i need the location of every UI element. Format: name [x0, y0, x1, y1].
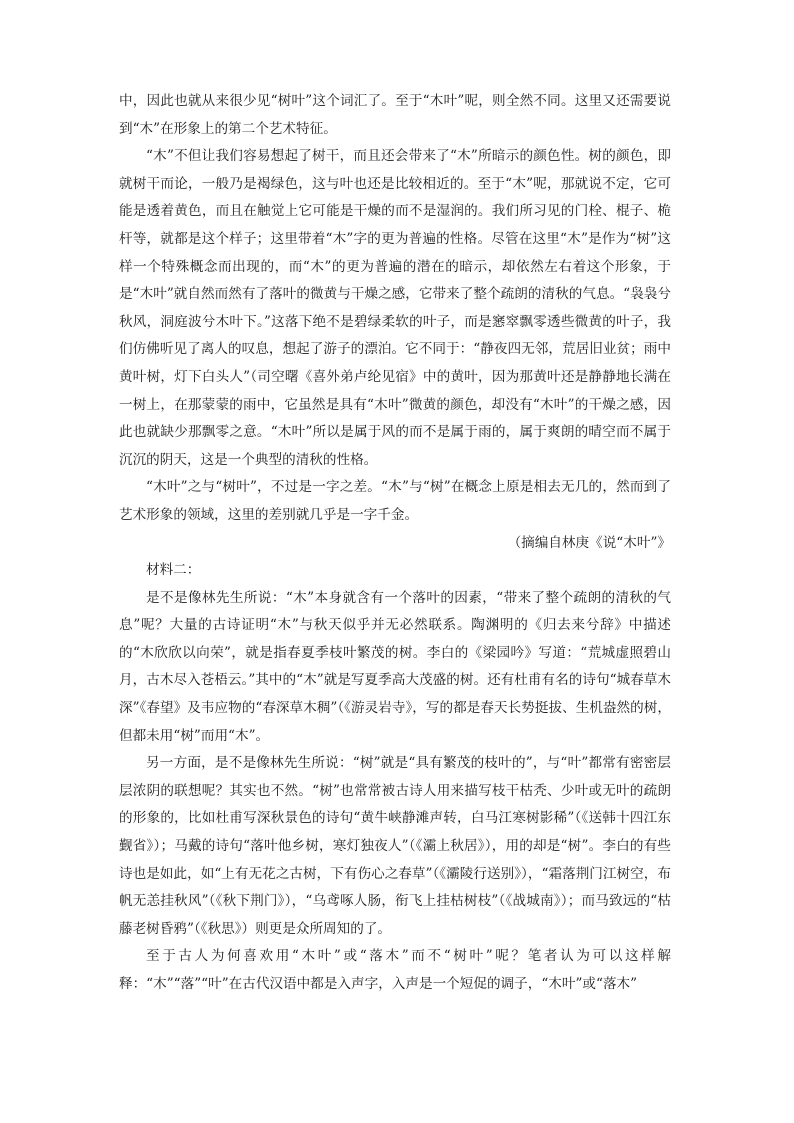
paragraph-wood-color: “木”不但让我们容易想起了树干，而且还会带来了“木”所暗示的颜色性。树的颜色，即就树干而论，一般乃是褐绿色，这与叶也还是比较相近的。至于“木”呢，那就说不定，它可能是透着黄色，而且在触觉上它可能是干燥的而不是湿润的。我们所习见的门栓、棍子、桅杆等，就都是这个样子；这里带着“木”字的更为普遍的性格。尽管在这里“木”是作为“树”这样一个特殊概念而出现的，而“木”的更为普遍的潜在的暗示，却依然左右着这个形象，于是“木叶”就自然而然有了落叶的微黄与干燥之感，它带来了整个疏朗的清秋的气息。“袅袅兮秋风，洞庭波兮木叶下。”这落下绝不是碧绿柔软的叶子，而是窸窣飘零透些微黄的叶子，我们仿佛听见了离人的叹息，想起了游子的漂泊。它不同于：“静夜四无邻，荒居旧业贫；雨中黄叶树，灯下白头人”（司空曙《喜外弟卢纶见宿》中的黄叶，因为那黄叶还是静静地长满在一树上，在那蒙蒙的雨中，它虽然是具有“木叶”微黄的颜色，却没有“木叶”的干燥之感，因此也就缺少那飘零之意。“木叶”所以是属于风的而不是属于雨的，属于爽朗的晴空而不属于沉沉的阴天，这是一个典型的清秋的性格。	[119, 148, 671, 468]
paragraph-entering-tone: 至于古人为何喜欢用“木叶”或“落木”而不“树叶”呢？笔者认为可以这样解释：“木”“落”“叶”在古代汉语中都是入声字，入声是一个短促的调子，“木叶”或“落木”	[119, 948, 671, 992]
paragraph-one-word-difference: “木叶”之与“树叶”，不过是一字之差。“木”与“树”在概念上原是相去无几的，然而到了艺术形象的领域，这里的差别就几乎是一字千金。	[119, 479, 671, 523]
document-page	[119, 88, 671, 999]
source-citation: （摘编自林庚《说“木叶”》	[507, 534, 671, 551]
paragraph-continuation: 中，因此也就从来很少见“树叶”这个词汇了。至于“木叶”呢，则全然不同。这里又还需要说到“木”在形象上的第二个艺术特征。	[119, 93, 671, 137]
paragraph-tree-sparse: 另一方面，是不是像林先生所说：“树”就是“具有繁茂的枝叶的”，与“叶”都常有密密层层浓阴的联想呢？其实也不然。“树”也常常被古诗人用来描写枝干枯秃、少叶或无叶的疏朗的形象的，比如杜甫写深秋景色的诗句“黄牛峡静滩声转，白马江寒树影稀”（《送韩十四江东觐省》）；马戴的诗句“落叶他乡树，寒灯独夜人”（《灞上秋居》），用的却是“树”。李白的有些诗也是如此，如“上有无花之古树，下有伤心之春草”（《灞陵行送别》），“霜落荆门江树空，布帆无恙挂秋风”（《秋下荆门》），“乌鸢啄人肠，衔飞上挂枯树枝”（《战城南》）；而马致远的“枯藤老树昏鸦”（《秋思》）则更是众所周知的了。	[119, 755, 671, 937]
paragraph-wood-not-autumn: 是不是像林先生所说：“木”本身就含有一个落叶的因素，“带来了整个疏朗的清秋的气息”呢？大量的古诗证明“木”与秋天似乎并无必然联系。陶渊明的《归去来兮辞》中描述的“木欣欣以向荣”，就是指春夏季枝叶繁茂的树。李白的《梁园吟》写道：“荒城虚照碧山月，古木尽入苍梧云。”其中的“木”就是写夏季高大茂盛的树。还有杜甫有名的诗句“城春草木深”《春望》及韦应物的“春深草木稠”（《游灵岩寺》，写的都是春天长势挺拔、生机盎然的树，但都未用“树”而用“木”。	[119, 589, 671, 744]
material2-heading: 材料二：	[146, 562, 201, 579]
